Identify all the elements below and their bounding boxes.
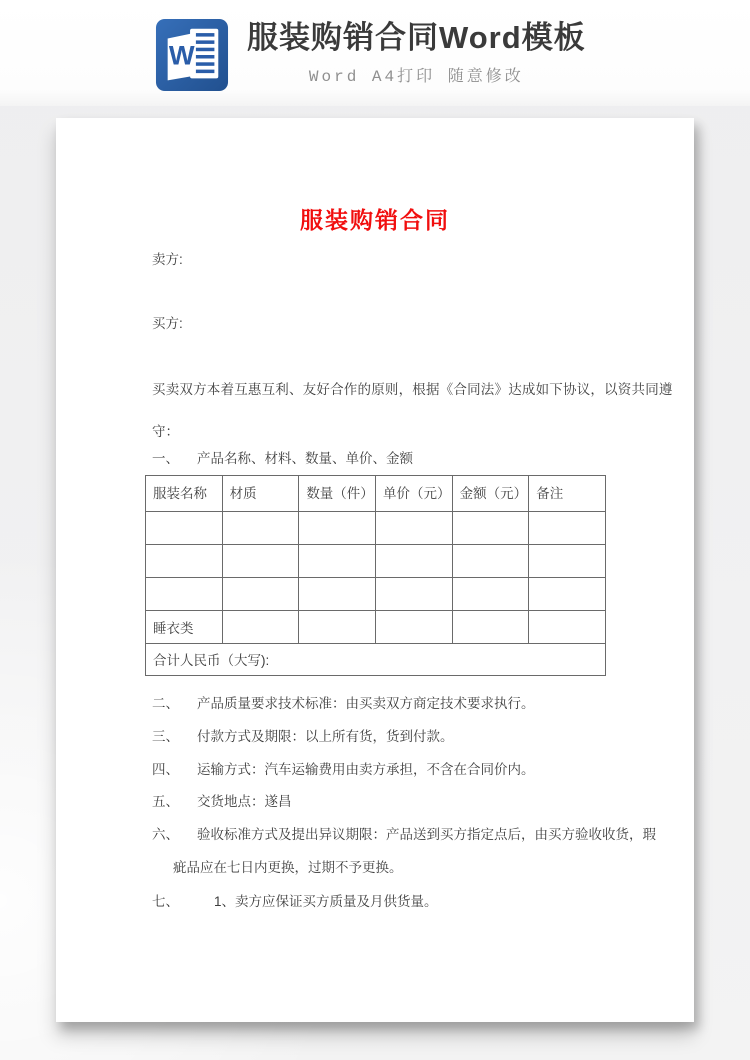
template-subtitle: Word A4打印 随意修改 [308, 68, 524, 86]
table-cell [529, 578, 606, 611]
table-row [146, 545, 606, 578]
table-cell [299, 611, 376, 644]
clause-2-text: 产品质量要求技术标准：由买卖双方商定技术要求执行。 [197, 696, 535, 711]
table-total-label: 合计人民币（大写): [146, 644, 606, 676]
header-banner [0, 0, 750, 106]
clause-1-text: 产品名称、材料、数量、单价、金额 [197, 451, 413, 466]
clause-6-number: 六、 [152, 827, 179, 842]
table-cell [529, 611, 606, 644]
clause-5-text: 交货地点：遂昌 [197, 794, 292, 809]
word-icon-letter: W [168, 39, 195, 71]
table-cell [222, 545, 299, 578]
clause-3-number: 三、 [152, 729, 179, 744]
table-total-row [146, 644, 606, 676]
table-cell [375, 611, 452, 644]
table-cell [375, 512, 452, 545]
document-page [56, 118, 694, 1022]
table-cell [452, 578, 529, 611]
table-cell [452, 512, 529, 545]
clause-4 [152, 760, 535, 780]
table-row-sleepwear [146, 611, 606, 644]
clause-1-number: 一、 [152, 451, 179, 466]
col-header-unit-price: 单价（元） [375, 476, 452, 512]
table-cell [452, 545, 529, 578]
clause-6-text-line2: 疵品应在七日内更换，过期不予更换。 [173, 860, 403, 875]
table-cell [146, 512, 223, 545]
col-header-material: 材质 [222, 476, 299, 512]
clause-2-number: 二、 [152, 696, 179, 711]
product-table [145, 475, 606, 676]
col-header-amount: 金额（元） [452, 476, 529, 512]
clause-4-number: 四、 [152, 762, 179, 777]
table-cell [375, 545, 452, 578]
clause-4-text: 运输方式：汽车运输费用由卖方承担，不含在合同价内。 [197, 762, 535, 777]
seller-label: 卖方: [152, 252, 183, 267]
col-header-quantity: 数量（件） [299, 476, 376, 512]
table-cell [299, 512, 376, 545]
table-row [146, 512, 606, 545]
contract-title: 服装购销合同 [300, 207, 450, 233]
buyer-label: 买方: [152, 316, 183, 331]
table-cell [375, 578, 452, 611]
table-cell [299, 545, 376, 578]
clause-3-text: 付款方式及期限：以上所有货，货到付款。 [197, 729, 454, 744]
clause-6-text-line1: 验收标准方式及提出异议期限：产品送到买方指定点后，由买方验收收货，瑕 [197, 827, 656, 842]
intro-paragraph-line1: 买卖双方本着互惠互利、友好合作的原则，根据《合同法》达成如下协议，以资共同遵 [152, 382, 673, 397]
clause-5 [152, 792, 292, 812]
table-cell [222, 512, 299, 545]
table-cell [146, 578, 223, 611]
table-cell [222, 611, 299, 644]
clause-3 [152, 727, 454, 747]
col-header-remarks: 备注 [529, 476, 606, 512]
table-cell [529, 512, 606, 545]
clause-5-number: 五、 [152, 794, 179, 809]
clause-7-text: 1、卖方应保证买方质量及月供货量。 [214, 894, 438, 909]
clause-2 [152, 694, 535, 714]
table-cell-sleepwear: 睡衣类 [146, 611, 223, 644]
word-logo-icon [155, 18, 229, 92]
table-cell [299, 578, 376, 611]
template-title: 服装购销合同Word模板 [247, 20, 586, 55]
clause-6-line2 [173, 858, 403, 878]
col-header-garment-name: 服装名称 [146, 476, 223, 512]
table-row [146, 578, 606, 611]
table-cell [146, 545, 223, 578]
clause-7 [152, 892, 438, 912]
clause-6-line1 [152, 825, 656, 845]
table-header-row [146, 476, 606, 512]
table-cell [529, 545, 606, 578]
table-cell [452, 611, 529, 644]
table-cell [222, 578, 299, 611]
header-content [155, 18, 586, 92]
intro-paragraph-line2: 守： [152, 424, 179, 439]
header-text-block [247, 18, 586, 86]
clause-7-number: 七、 [152, 894, 179, 909]
clause-1 [152, 449, 413, 469]
